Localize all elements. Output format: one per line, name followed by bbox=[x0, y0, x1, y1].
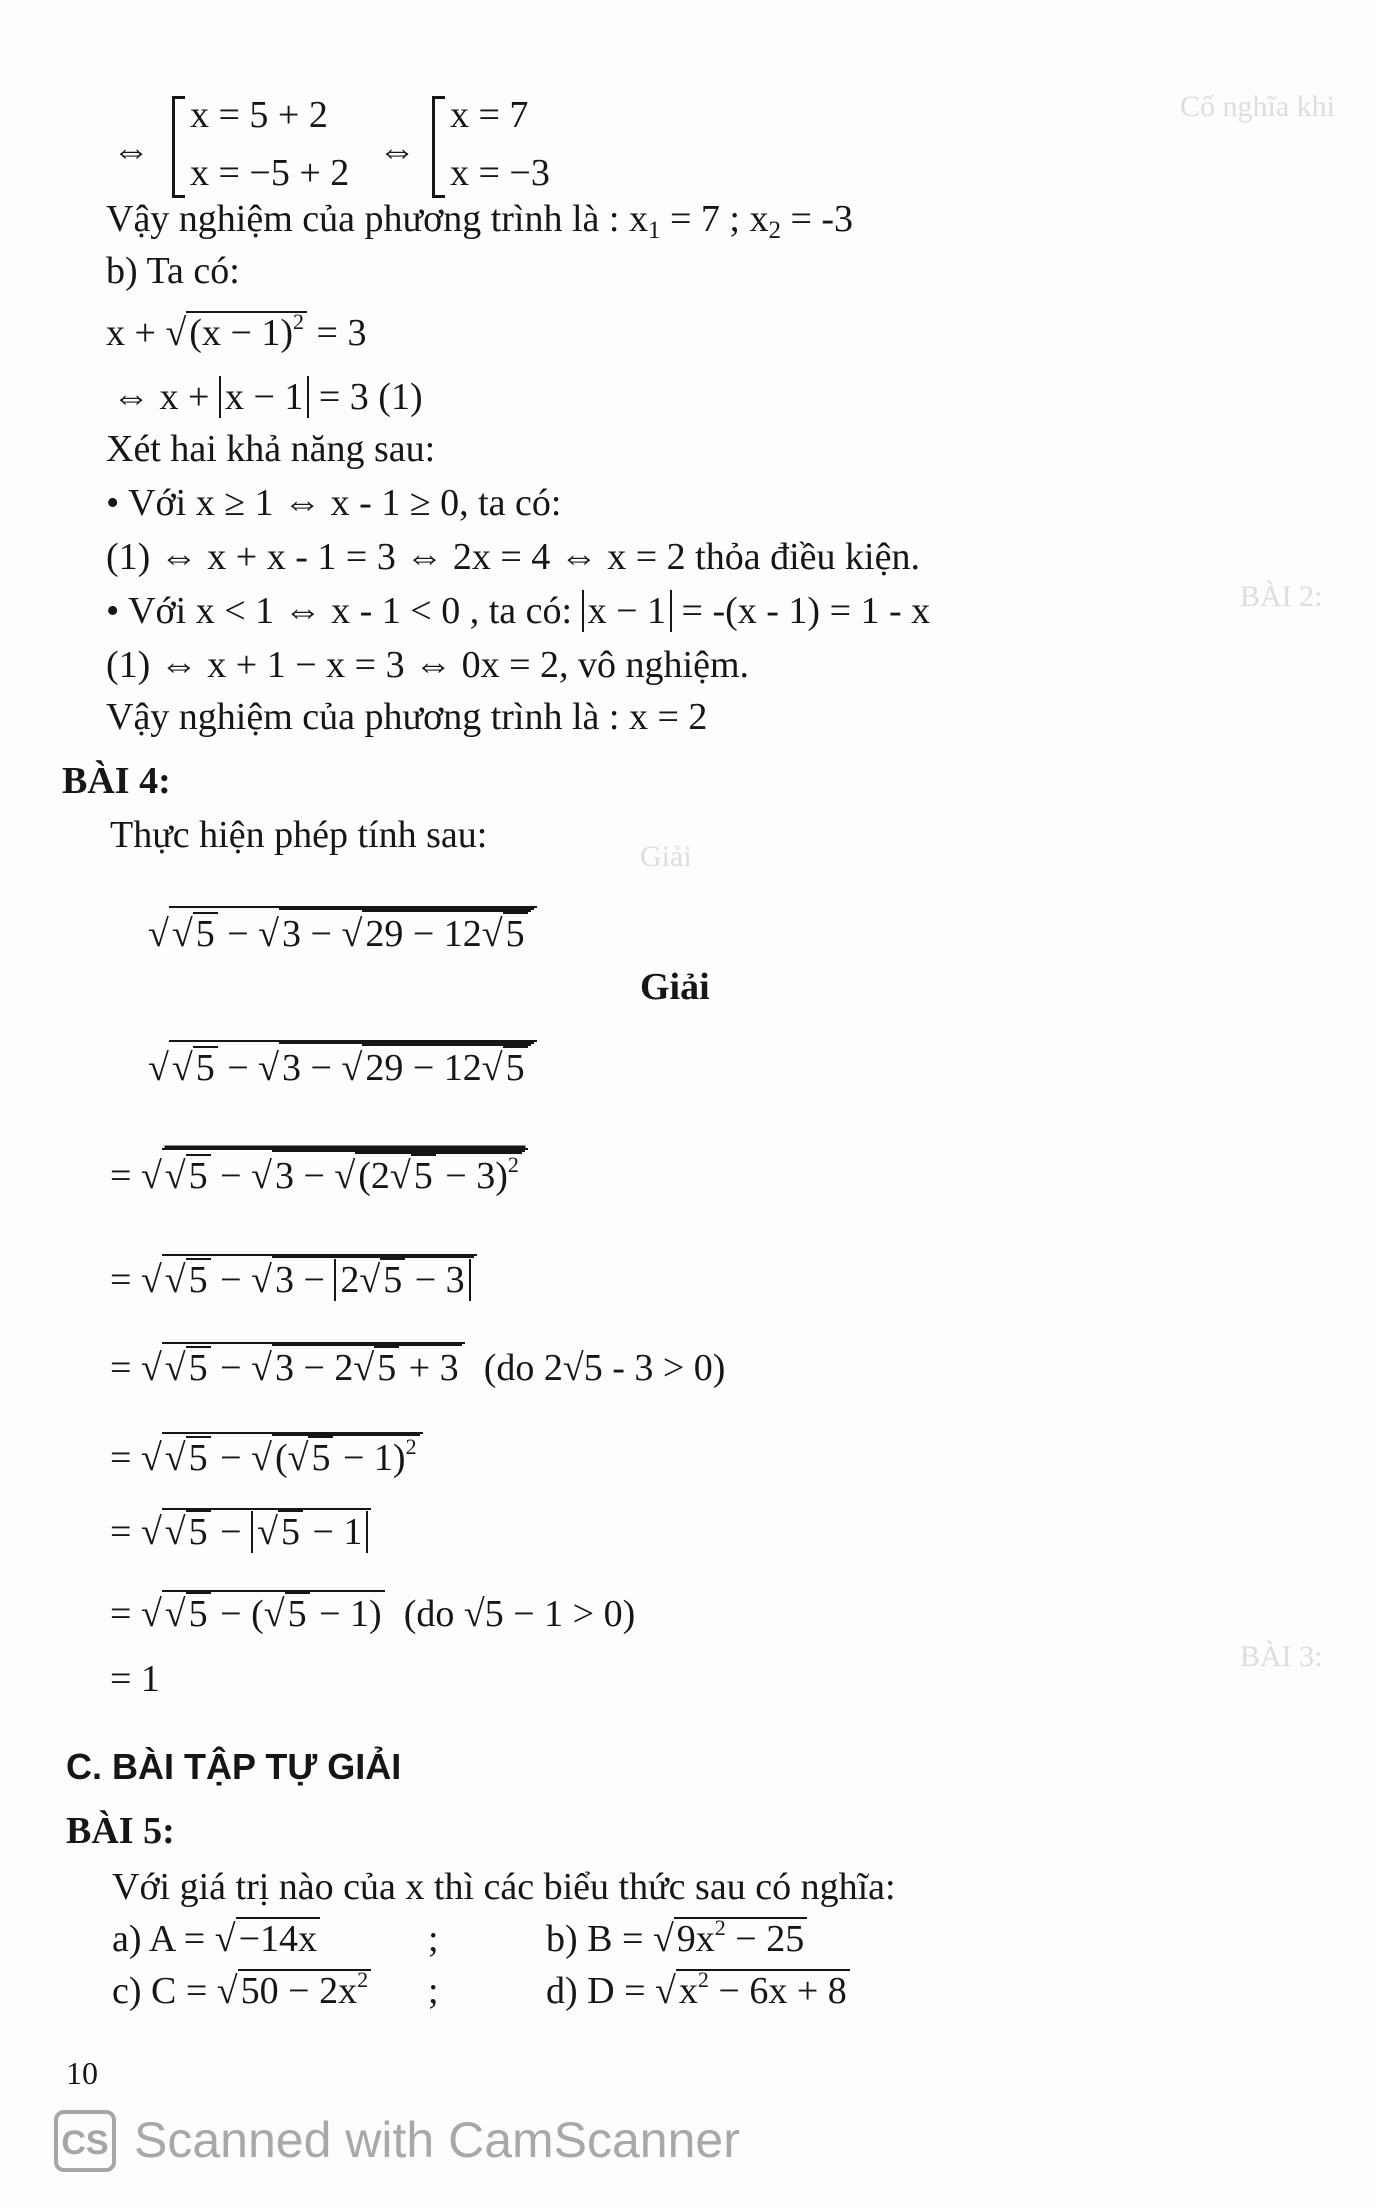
exercise-5b: b) $B = √9x^2 - 25$ bbox=[546, 1916, 807, 1962]
cases-intro: Xét hai khả năng sau: bbox=[106, 428, 436, 470]
bleed-through: BÀI 2: bbox=[1240, 580, 1323, 613]
exercise-5a-separator: ; bbox=[428, 1918, 439, 1960]
solution-result: = 1 bbox=[110, 1658, 160, 1700]
system2-row1: x = 7 bbox=[450, 94, 529, 136]
exercise-5d: d) $D = √x^2 - 6x + 8$ bbox=[546, 1968, 850, 2014]
part-b-equation: $x + √(x - 1)^2 = 3$ bbox=[106, 309, 367, 354]
system-bracket bbox=[432, 96, 445, 198]
exercise-5-prompt: Với giá trị nào của x thì các biểu thức sau có nghĩa: bbox=[112, 1866, 896, 1908]
case-1-result: (1) ⇔ x + x - 1 = 3 ⇔ 2x = 4 ⇔ x = 2 thỏa điều kiện. bbox=[106, 536, 920, 578]
part-b-heading: b) Ta có: bbox=[106, 250, 240, 292]
bleed-through: Cố nghĩa khi bbox=[1180, 90, 1335, 123]
system2-row2: x = −3 bbox=[450, 152, 550, 194]
exercise-5-title: BÀI 5: bbox=[66, 1810, 175, 1852]
part-b-equation-abs: ⇔ x + x − 1 = 3 (1) bbox=[112, 376, 423, 418]
bleed-through: BÀI 3: bbox=[1240, 1640, 1323, 1673]
case-2: • Với x < 1 ⇔ x - 1 < 0 , ta có: x − 1 = -(x - 1) = 1 - x bbox=[106, 590, 931, 632]
part-b-conclusion: Vậy nghiệm của phương trình là : x = 2 bbox=[106, 696, 708, 738]
solution-label: Giải bbox=[640, 966, 710, 1008]
camscanner-watermark: Scanned with CamScanner bbox=[134, 2112, 740, 2168]
section-c-title: C. BÀI TẬP TỰ GIẢI bbox=[66, 1746, 402, 1787]
solution-step-6: = √√5 − √5 − 1 bbox=[110, 1508, 371, 1555]
solution-step-1: √√5 − √3 − √29 − 12√5 bbox=[148, 1040, 537, 1091]
solution-step-3: = √√5 − √3 − 2√5 − 3 bbox=[110, 1254, 477, 1303]
case-2-result: (1) ⇔ x + 1 − x = 3 ⇔ 0x = 2, vô nghiệm. bbox=[106, 644, 750, 686]
part-a-conclusion: Vậy nghiệm của phương trình là : $x_1 = 7$ ; $x_2 = -3$ bbox=[106, 198, 854, 244]
exercise-4-title: BÀI 4: bbox=[62, 760, 171, 802]
system1-row2: x = −5 + 2 bbox=[190, 152, 350, 194]
exercise-4-prompt: Thực hiện phép tính sau: bbox=[110, 814, 488, 856]
solution-step-5: = $√√5 - √(√5 - 1)^2$ bbox=[110, 1432, 423, 1481]
system-bracket bbox=[172, 96, 185, 198]
camscanner-logo-icon: CS bbox=[54, 2110, 116, 2172]
equiv-arrow: ⇔ bbox=[112, 130, 150, 172]
solution-step-4: = √√5 − √3 − 2√5 + 3 (do 2√5 - 3 > 0) bbox=[110, 1342, 725, 1391]
exercise-5c: c) $C = √50 - 2x^2$ bbox=[112, 1968, 371, 2014]
exercise-4-expression: √√5 − √3 − √29 − 12√5 bbox=[148, 906, 537, 957]
exercise-5c-separator: ; bbox=[428, 1970, 439, 2012]
solution-step-2: = $√√5 - √3 - √(2√5 - 3)^2$ bbox=[110, 1148, 528, 1199]
system1-row1: x = 5 + 2 bbox=[190, 94, 328, 136]
page-number: 10 bbox=[66, 2055, 98, 2091]
case-1: • Với x ≥ 1 ⇔ x - 1 ≥ 0, ta có: bbox=[106, 482, 562, 524]
bleed-through: Giải bbox=[640, 840, 692, 873]
solution-step-7: = √√5 − (√5 − 1) (do √5 − 1 > 0) bbox=[110, 1590, 635, 1637]
exercise-5a: a) A = √−14x bbox=[112, 1916, 320, 1962]
equiv-arrow: ⇔ bbox=[378, 130, 416, 172]
